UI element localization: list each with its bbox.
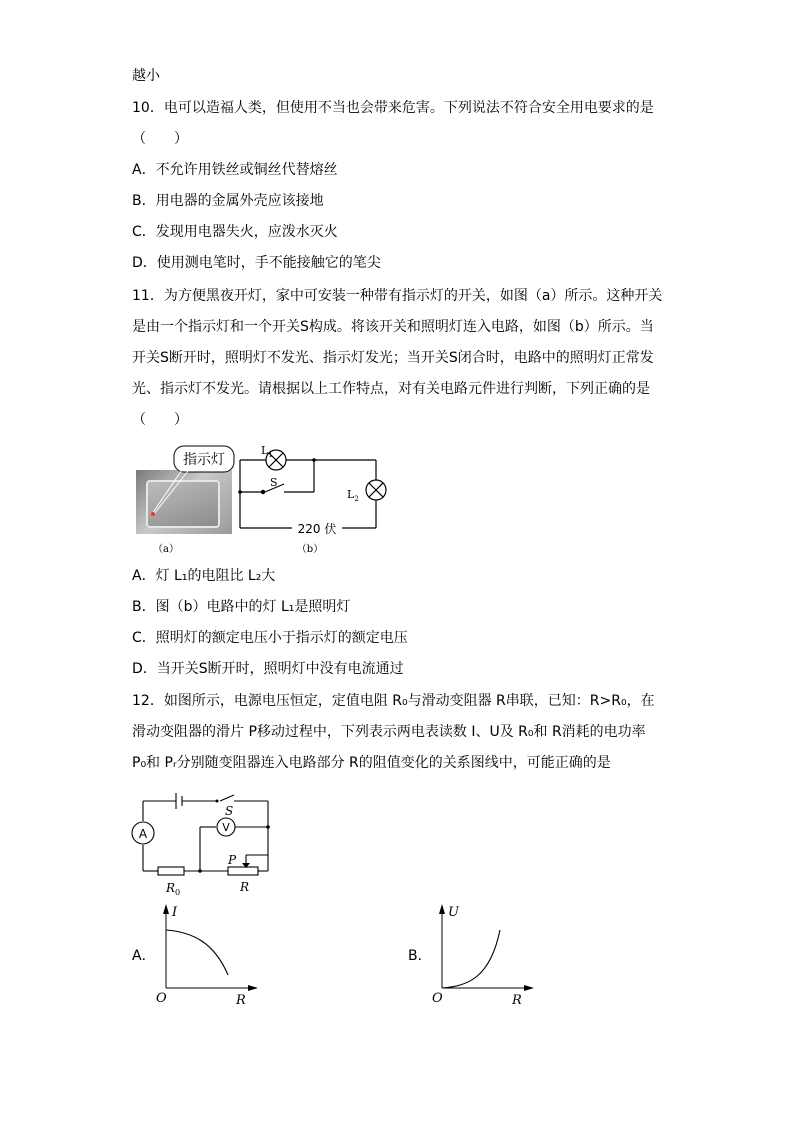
question-10: 10．电可以造福人类，但使用不当也会带来危害。下列说法不符合安全用电要求的是	[132, 100, 654, 116]
indicator-callout-label: 指示灯	[183, 452, 225, 468]
question-12-line-2: 滑动变阻器的滑片 P移动过程中，下列表示两电表读数 I、U及 R₀和 R消耗的电功率	[132, 724, 646, 740]
q11-option-d: D．当开关S断开时，照明灯中没有电流通过	[132, 661, 404, 677]
q10-option-c: C．发现用电器失火，应泼水灭火	[132, 224, 338, 240]
circuit-b	[240, 450, 386, 528]
graph-a-origin: O	[156, 991, 167, 1006]
ammeter-symbol: A	[138, 827, 148, 841]
graph-b-origin: O	[432, 991, 443, 1006]
switch-s-label: S	[270, 476, 278, 489]
voltage-label: 220 伏	[297, 522, 337, 536]
question-11-line-1: 11．为方便黑夜开灯，家中可安装一种带有指示灯的开关，如图（a）所示。这种开关	[132, 288, 663, 304]
graph-b-curve	[442, 930, 500, 988]
figure-12-circuit	[128, 785, 288, 900]
question-11-line-3: 开关S断开时，照明灯不发光、指示灯发光；当开关S闭合时，电路中的照明灯正常发	[132, 350, 654, 366]
q10-option-a: A．不允许用铁丝或铜丝代替熔丝	[132, 162, 338, 178]
r0-label: $R_0$	[166, 881, 181, 897]
caption-a: （a）	[153, 544, 179, 555]
question-12-line-1: 12．如图所示，电源电压恒定，定值电阻 R₀与滑动变阻器 R串联，已知：R>R₀，在	[132, 693, 655, 709]
q11-option-b: B．图（b）电路中的灯 L₁是照明灯	[132, 599, 351, 615]
graph-b-y-axis-label: U	[448, 905, 459, 920]
question-10-blank: （ ）	[132, 131, 188, 147]
r-label: R	[240, 880, 250, 894]
q11-option-a: A．灯 L₁的电阻比 L₂大	[132, 568, 276, 584]
voltmeter-symbol: V	[222, 821, 230, 834]
q11-option-c: C．照明灯的额定电压小于指示灯的额定电压	[132, 630, 408, 646]
slider-label: P	[228, 853, 237, 867]
lamp-l2-label: $L_2$	[347, 488, 359, 503]
q10-option-d: D．使用测电笔时，手不能接触它的笔尖	[132, 255, 381, 271]
graph-a-x-axis-label: R	[236, 993, 246, 1008]
continuation-text: 越小	[132, 68, 160, 84]
graph-a-curve	[166, 930, 228, 975]
switch-label: S	[225, 804, 234, 818]
figure-11	[132, 440, 392, 560]
question-11-blank: （ ）	[132, 412, 188, 428]
graph-b	[428, 900, 540, 1008]
graph-a	[152, 900, 264, 1008]
question-11-line-2: 是由一个指示灯和一个开关S构成。将该开关和照明灯连入电路，如图（b）所示。当	[132, 319, 654, 335]
graph-b-x-axis-label: R	[512, 993, 522, 1008]
q10-option-b: B．用电器的金属外壳应该接地	[132, 193, 324, 209]
question-11-line-4: 光、指示灯不发光。请根据以上工作特点，对有关电路元件进行判断，下列正确的是	[132, 381, 650, 397]
graph-a-y-axis-label: I	[172, 905, 178, 920]
graph-b-option-label: B．	[408, 948, 432, 964]
graph-a-option-label: A．	[132, 948, 156, 964]
lamp-l1-label: $L_1$	[261, 444, 273, 459]
caption-b: （b）	[296, 544, 324, 555]
question-12-line-3: P₀和 Pᵣ分别随变阻器连入电路部分 R的阻值变化的关系图线中，可能正确的是	[132, 755, 611, 771]
